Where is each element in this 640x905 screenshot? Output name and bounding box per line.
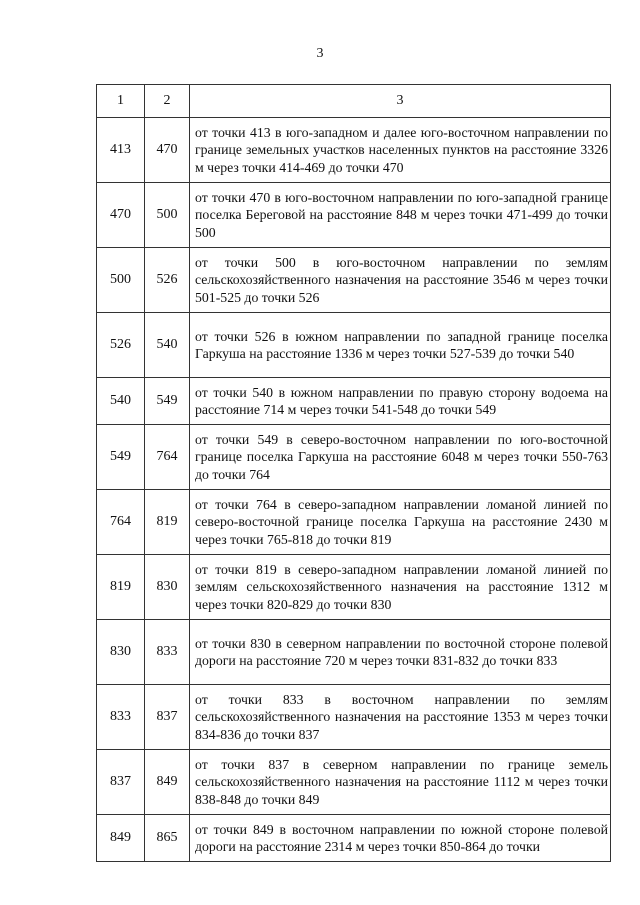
to-point-cell: 819 [145,490,190,555]
from-point-cell: 470 [97,183,145,248]
description-cell: от точки 833 в восточном направлении по землям сельскохозяйственного назначения на расстояние 1353 м через точки 834-836 до точки 837 [190,685,611,750]
table-row [97,750,611,815]
page-number: 3 [316,46,324,61]
from-point-cell: 837 [97,750,145,815]
description-cell: от точки 849 в восточном направлении по южной стороне полевой дороги на расстояние 2314 м через точки 850-864 до точки [190,815,611,862]
table-row [97,490,611,555]
to-point-cell: 830 [145,555,190,620]
to-point-cell: 764 [145,425,190,490]
from-point-cell: 413 [97,118,145,183]
description-cell: от точки 540 в южном направлении по правую сторону водоема на расстояние 714 м через точки 541-548 до точки 549 [190,378,611,425]
from-point-cell: 849 [97,815,145,862]
boundary-table [96,84,611,862]
table-row [97,118,611,183]
from-point-cell: 540 [97,378,145,425]
table-row [97,685,611,750]
column-header-2: 2 [145,85,190,118]
to-point-cell: 526 [145,248,190,313]
table-row [97,555,611,620]
description-cell: от точки 470 в юго-восточном направлении по юго-западной границе поселка Береговой на расстояние 848 м через точки 471-499 до точки 500 [190,183,611,248]
description-cell: от точки 549 в северо-восточном направлении по юго-восточной границе поселка Гаркуша на расстояние 6048 м через точки 550-763 до точки 764 [190,425,611,490]
from-point-cell: 833 [97,685,145,750]
to-point-cell: 549 [145,378,190,425]
table-header-row [97,85,611,118]
table-row [97,378,611,425]
to-point-cell: 849 [145,750,190,815]
from-point-cell: 830 [97,620,145,685]
description-cell: от точки 764 в северо-западном направлении ломаной линией по северо-восточной границе поселка Гаркуша на расстояние 2430 м через точки 765-818 до точки 819 [190,490,611,555]
to-point-cell: 500 [145,183,190,248]
from-point-cell: 819 [97,555,145,620]
table-row [97,248,611,313]
to-point-cell: 470 [145,118,190,183]
description-cell: от точки 819 в северо-западном направлении ломаной линией по землям сельскохозяйственного назначения на расстояние 1312 м через точки 820-829 до точки 830 [190,555,611,620]
table-row [97,183,611,248]
column-header-3: 3 [190,85,611,118]
column-header-1: 1 [97,85,145,118]
description-cell: от точки 526 в южном направлении по западной границе поселка Гаркуша на расстояние 1336 м через точки 527-539 до точки 540 [190,313,611,378]
description-cell: от точки 413 в юго-западном и далее юго-восточном направлении по границе земельных участков населенных пунктов на расстояние 3326 м через точки 414-469 до точки 470 [190,118,611,183]
from-point-cell: 549 [97,425,145,490]
to-point-cell: 833 [145,620,190,685]
to-point-cell: 540 [145,313,190,378]
table-row [97,313,611,378]
table-row [97,620,611,685]
table-row [97,815,611,862]
table-row [97,425,611,490]
description-cell: от точки 837 в северном направлении по границе земель сельскохозяйственного назначения на расстояние 1112 м через точки 838-848 до точки 849 [190,750,611,815]
from-point-cell: 764 [97,490,145,555]
description-cell: от точки 500 в юго-восточном направлении по землям сельскохозяйственного назначения на расстояние 3546 м через точки 501-525 до точки 526 [190,248,611,313]
description-cell: от точки 830 в северном направлении по восточной стороне полевой дороги на расстояние 720 м через точки 831-832 до точки 833 [190,620,611,685]
to-point-cell: 837 [145,685,190,750]
from-point-cell: 526 [97,313,145,378]
from-point-cell: 500 [97,248,145,313]
to-point-cell: 865 [145,815,190,862]
